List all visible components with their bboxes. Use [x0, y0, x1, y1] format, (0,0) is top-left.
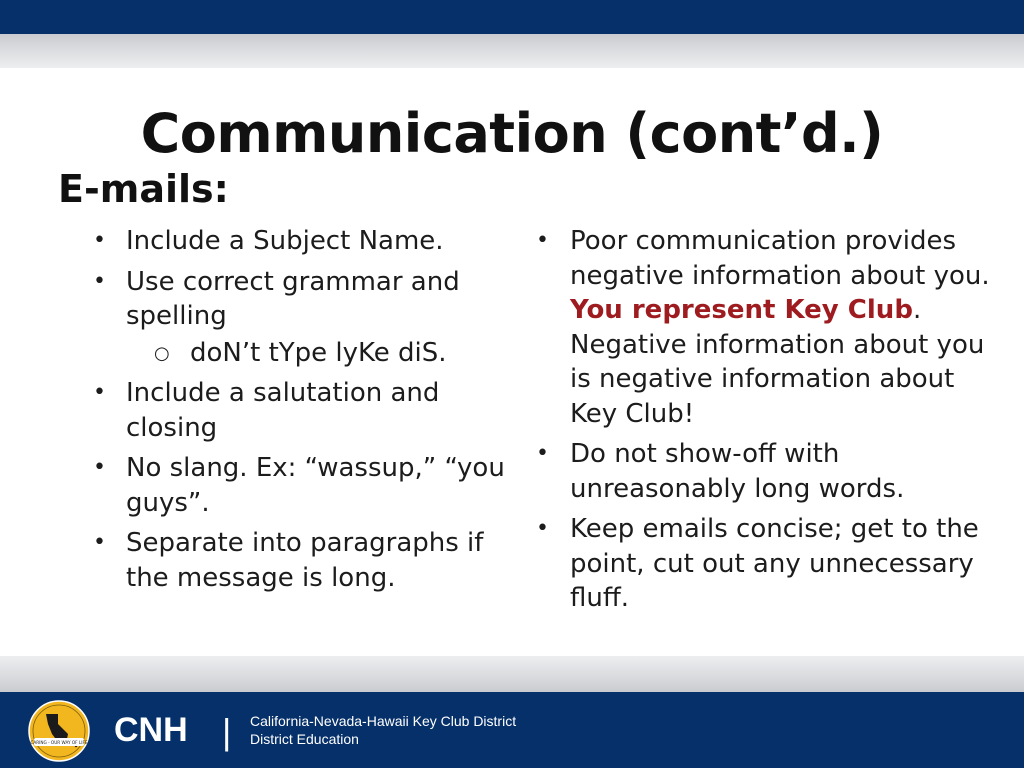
bullet-text: Include a salutation and closing [126, 378, 440, 443]
logo-ribbon-text: CARING - OUR WAY OF LIFE [30, 740, 88, 745]
header-band [0, 0, 1024, 34]
left-bullet-list [90, 224, 530, 601]
slide-title: Communication (cont’d.) [140, 102, 884, 165]
bullet-text: doN’t tYpe lyKe diS. [190, 337, 447, 368]
district-logo-icon [28, 700, 90, 762]
bullet-text: Include a Subject Name. [126, 226, 444, 256]
list-item [90, 451, 530, 520]
list-item [90, 224, 530, 259]
bullet-icon: • [93, 530, 106, 555]
list-item [533, 437, 1003, 506]
emphasized-text: You represent Key Club [570, 295, 913, 325]
bullet-icon: • [93, 455, 106, 480]
bullet-text: Poor communication provides negative information about you. [570, 226, 990, 291]
bullet-icon: • [93, 268, 106, 294]
bullet-icon: • [93, 380, 106, 405]
brand-label: CNH [114, 711, 188, 749]
bullet-text: Do not show-off with unreasonably long words. [570, 439, 905, 504]
list-item [90, 376, 530, 445]
department-name: District Education [250, 731, 359, 747]
header-gradient-strip [0, 34, 1024, 68]
hollow-bullet-icon: ○ [154, 342, 170, 364]
footer-caption [250, 712, 516, 748]
bullet-text: . Negative information about you is negative information about Key Club! [570, 295, 985, 429]
district-name: California-Nevada-Hawaii Key Club District [250, 713, 517, 729]
bullet-icon: • [536, 441, 549, 466]
footer-divider: | [222, 711, 232, 752]
bullet-text: Separate into paragraphs if the message is long. [126, 528, 484, 593]
bullet-text: Use correct grammar and spelling [126, 266, 460, 331]
bullet-icon: • [93, 228, 106, 253]
list-item [90, 526, 530, 595]
list-item [533, 512, 1003, 616]
bullet-text: No slang. Ex: “wassup,” “you guys”. [126, 453, 505, 518]
list-item-sub [90, 336, 530, 371]
bullet-icon: • [536, 228, 549, 253]
section-heading: E-mails: [58, 167, 229, 211]
right-bullet-list [533, 224, 1003, 622]
footer-gradient-strip [0, 656, 1024, 692]
list-item [533, 224, 1003, 431]
bullet-icon: • [536, 516, 549, 541]
bullet-text: Keep emails concise; get to the point, cut out any unnecessary fluff. [570, 514, 979, 613]
list-item [90, 265, 530, 334]
